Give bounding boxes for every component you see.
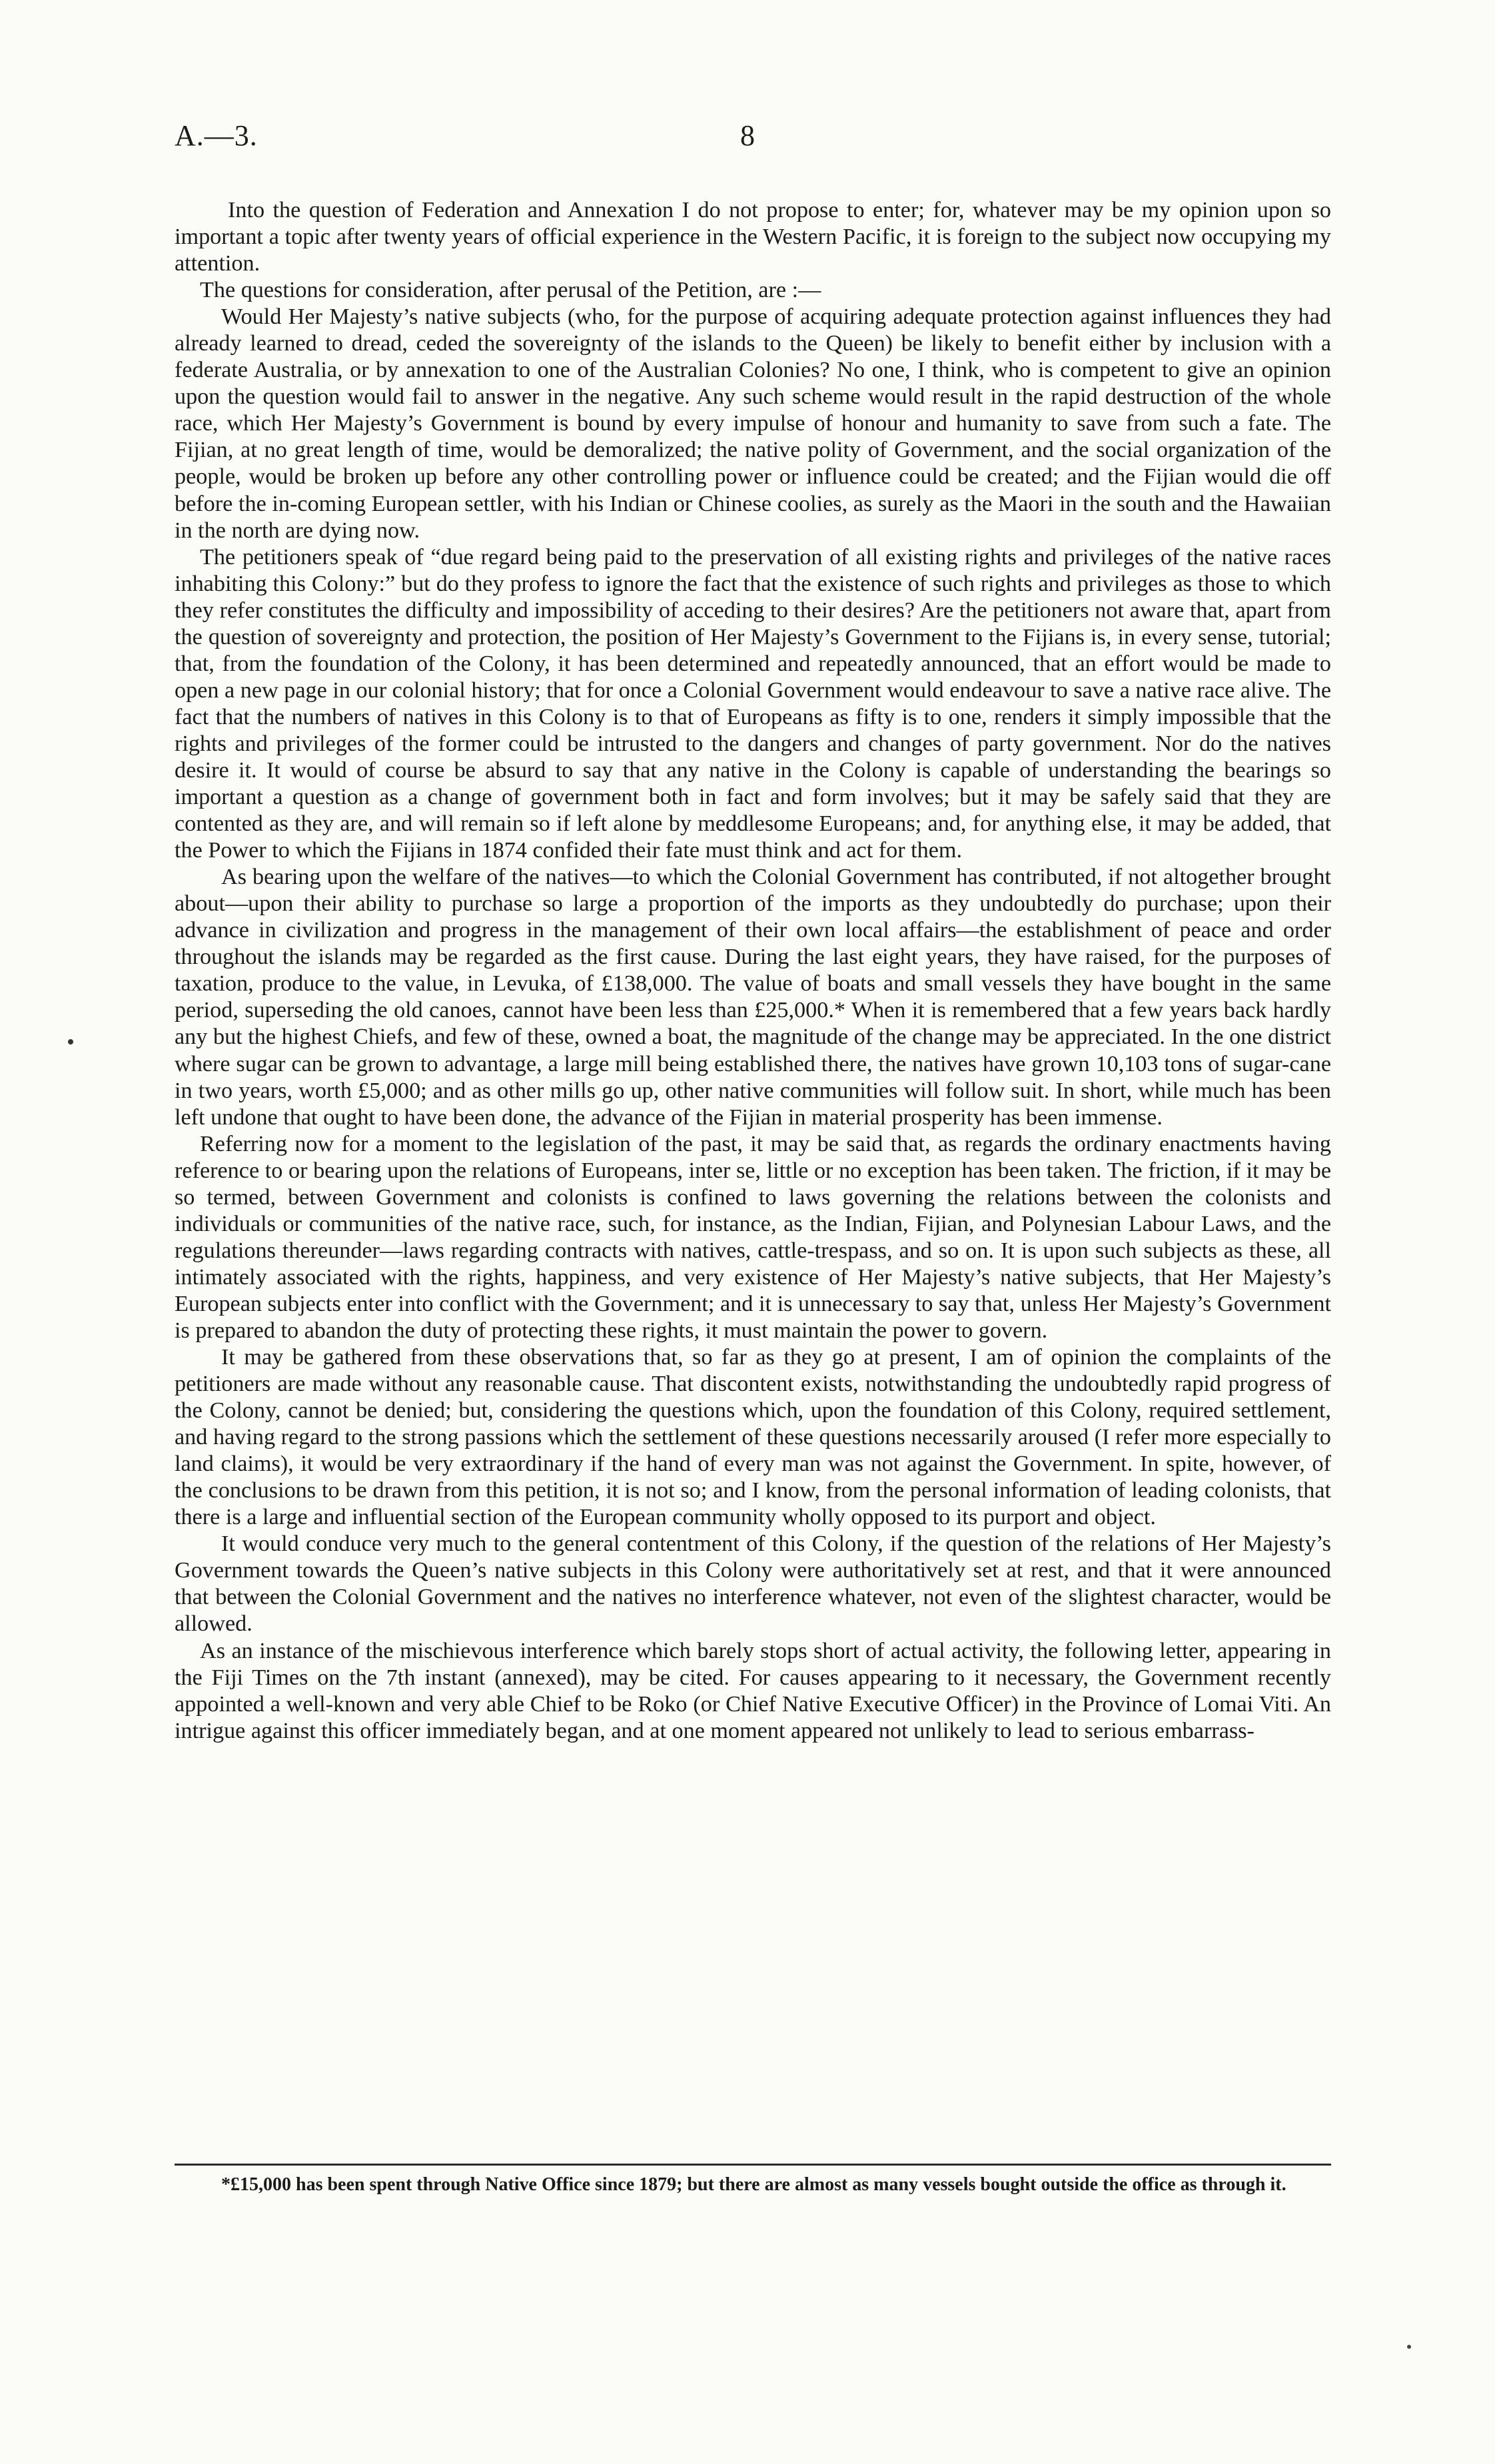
paragraph-petitioners-rights: The petitioners speak of “due regard being paid to the preservation of all existing rights and privileges of the native races inhabiting this Colony:” but do they profess to ignore the fact that the existence of such rights and privileges as those to which they refer constitutes the difficulty and impossibility of acceding to their desires? Are the petitioners not aware that, apart from the question of sovereignty and protection, the position of Her Majesty’s Government to the Fijians is, in every sense, tutorial; that, from the foundation of the Colony, it has been determined and repeatedly announced, that an effort would be made to open a new page in our colonial history; that for once a Colonial Government would endeavour to save a native race alive. The fact that the numbers of natives in this Colony is to that of Europeans as fifty is to one, renders it simply impossible that the rights and privileges of the former could be intrusted to the dangers and changes of party government. Nor do the natives desire it. It would of course be absurd to say that any native in the Colony is capable of understanding the bearings so important a question as a change of government both in fact and form involves; but it may be safely said that they are contented as they are, and will remain so if left alone by meddlesome Europeans; and, for anything else, it may be added, that the Power to which the Fijians in 1874 confided their fate must think and act for them. xyxy=(175,544,1331,863)
footnote-text: *£15,000 has been spent through Native Office since 1879; but there are almost as many vessels bought outside the office as through it. xyxy=(221,2174,1286,2195)
paragraph-native-subjects: Would Her Majesty’s native subjects (who, for the purpose of acquiring adequate protection against influences they had already learned to dread, ceded the sovereignty of the islands to the Queen) be likely to benefit either by inclusion with a federate Australia, or by annexation to one of the Australian Colonies? No one, I think, who is competent to give an opinion upon the question would fail to answer in the negative. Any such scheme would result in the rapid destruction of the whole race, which Her Majesty’s Government is bound by every impulse of honour and humanity to save from such a fate. The Fijian, at no great length of time, would be demoralized; the native polity of Government, and the social organization of the people, would be broken up before any other controlling power or influence could be created; and the Fijian would die off before the in-coming European settler, with his Indian or Chinese coolies, as surely as the Maori in the south and the Hawaiian in the north are dying now. xyxy=(175,304,1331,543)
paragraph-welfare-of-natives: As bearing upon the welfare of the natives—to which the Colonial Government has contributed, if not altogether brought about—upon their ability to purchase so large a proportion of the imports as they undoubtedly do purchase; upon their advance in civilization and progress in the management of their own local affairs—the establishment of peace and order throughout the islands may be regarded as the first cause. During the last eight years, they have raised, for the purposes of taxation, produce to the value, in Levuka, of £138,000. The value of boats and small vessels they have bought in the same period, superseding the old canoes, cannot have been less than £25,000.* When it is remembered that a few years back hardly any but the highest Chiefs, and few of these, owned a boat, the magnitude of the change may be appreciated. In the one district where sugar can be grown to advantage, a large mill being established there, the natives have grown 10,103 tons of sugar-cane in two years, worth £5,000; and as other mills go up, other native communities will follow suit. In short, while much has been left undone that ought to have been done, the advance of the Fijian in material prosperity has been immense. xyxy=(175,865,1331,1130)
body-text xyxy=(175,197,1331,1745)
running-header xyxy=(175,119,1320,165)
paragraph-observations: It may be gathered from these observations that, so far as they go at present, I am of opinion the complaints of the petitioners are made without any reasonable cause. That discontent exists, notwithstanding the undoubtedly rapid progress of the Colony, cannot be denied; but, considering the questions which, upon the foundation of this Colony, required settlement, and having regard to the strong passions which the settlement of these questions necessarily aroused (I refer more especially to land claims), it would be very extraordinary if the hand of every man was not against the Government. In spite, however, of the conclusions to be drawn from this petition, it is not so; and I know, from the personal information of leading colonists, that there is a large and influential section of the European community wholly opposed to its purport and object. xyxy=(175,1345,1331,1530)
paragraph-interference-instance: As an instance of the mischievous interference which barely stops short of actual activity, the following letter, appearing in the Fiji Times on the 7th instant (annexed), may be cited. For causes appearing to it necessary, the Government recently appointed a well-known and very able Chief to be Roko (or Chief Native Executive Officer) in the Province of Lomai Viti. An intrigue against this officer immediately began, and at one moment appeared not unlikely to lead to serious embarrass- xyxy=(175,1638,1331,1743)
footnote xyxy=(175,2173,1331,2197)
margin-mark xyxy=(68,1039,73,1044)
paragraph-legislation: Referring now for a moment to the legislation of the past, it may be said that, as regards the ordinary enactments having reference to or bearing upon the relations of Europeans, inter se, little or no exception has been taken. The friction, if it may be so termed, between Government and colonists is confined to laws governing the relations between the colonists and individuals or communities of the native race, such, for instance, as the Indian, Fijian, and Polynesian Labour Laws, and the regulations thereunder—laws regarding contracts with natives, cattle-trespass, and so on. It is upon such subjects as these, all intimately associated with the rights, happiness, and very existence of Her Majesty’s native subjects, that Her Majesty’s European subjects enter into conflict with the Government; and it is unnecessary to say that, unless Her Majesty’s Government is prepared to abandon the duty of protecting these rights, it must maintain the power to govern. xyxy=(175,1131,1331,1343)
page-number: 8 xyxy=(740,119,755,152)
margin-mark-lower xyxy=(1407,2345,1411,2349)
paragraph-contentment: It would conduce very much to the general contentment of this Colony, if the question of the relations of Her Majesty’s Government towards the Queen’s native subjects in this Colony were authoritatively set at rest, and that it were announced that between the Colonial Government and the natives no interference whatever, not even of the slightest character, would be allowed. xyxy=(175,1531,1331,1637)
document-reference: A.—3. xyxy=(175,119,258,152)
paragraph-questions-intro: The questions for consideration, after perusal of the Petition, are :— xyxy=(200,278,821,303)
paragraph-federation: Into the question of Federation and Annexation I do not propose to enter; for, whatever may be my opinion upon so important a topic after twenty years of official experience in the Western Pacific, it is foreign to the subject now occupying my attention. xyxy=(175,198,1331,276)
footnote-divider xyxy=(175,2164,1331,2166)
